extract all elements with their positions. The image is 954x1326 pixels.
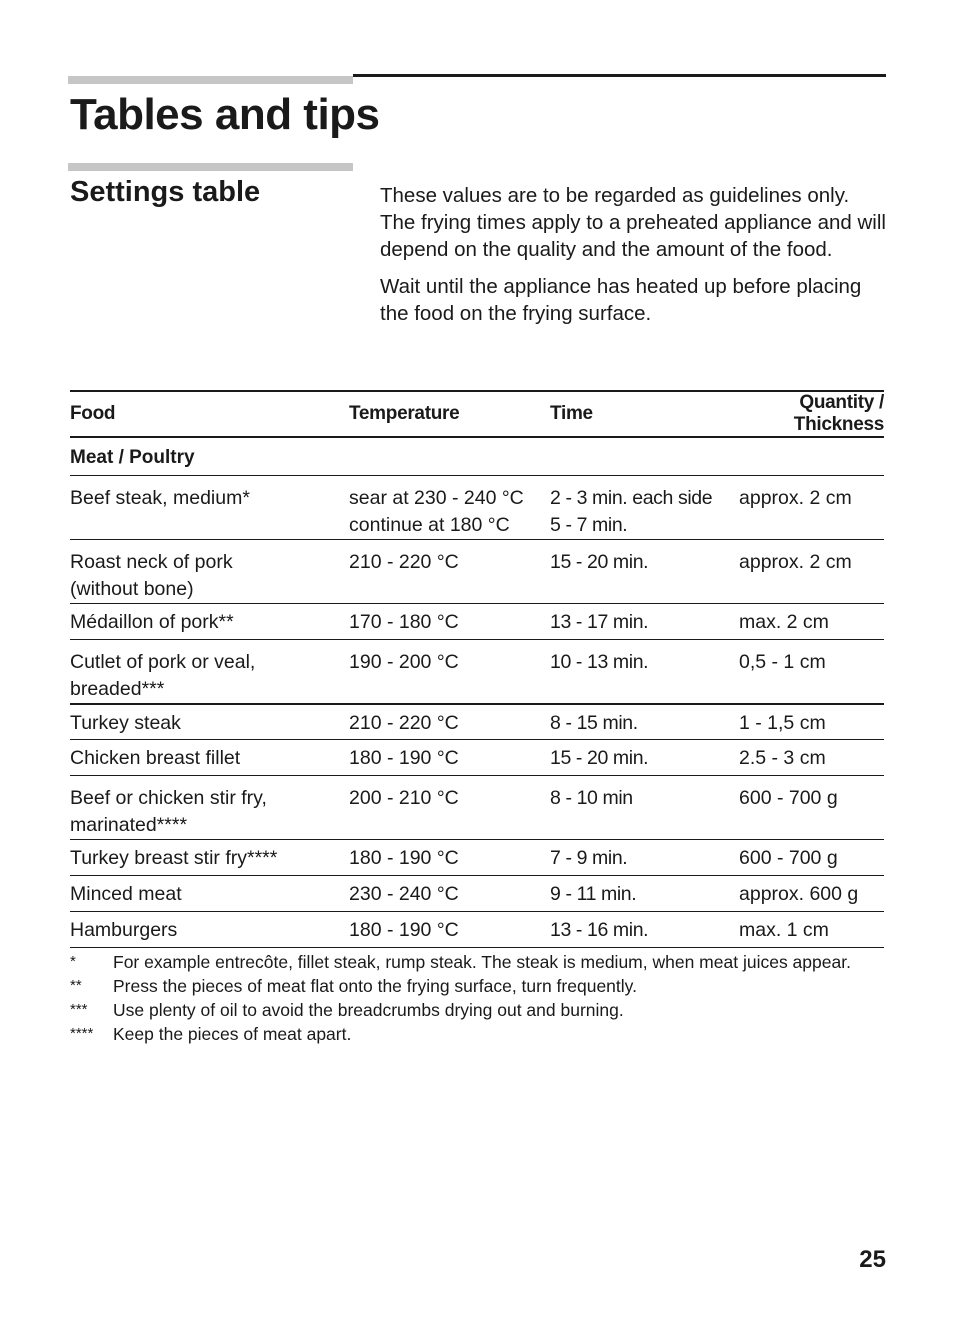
cell-text: 2.5 - 3 cm bbox=[739, 747, 826, 769]
cell-text: 210 - 220 °C bbox=[349, 711, 459, 734]
cell-quantity bbox=[739, 475, 884, 539]
cell-temperature bbox=[349, 603, 550, 639]
cell-temperature bbox=[349, 740, 550, 776]
cell-text: 230 - 240 °C bbox=[349, 883, 459, 905]
column-header-time: Time bbox=[550, 403, 593, 424]
footnote bbox=[70, 998, 870, 1022]
footnote-mark: ** bbox=[70, 977, 82, 994]
cell-text: Turkey steak bbox=[70, 711, 181, 734]
cell-time bbox=[550, 740, 739, 776]
cell-text: 180 - 190 °C bbox=[349, 847, 459, 869]
cell-text: 2 - 3 min. each side bbox=[550, 486, 713, 509]
cell-text: 5 - 7 min. bbox=[550, 513, 628, 536]
cell-text: breaded*** bbox=[70, 677, 165, 700]
cell-text: approx. 600 g bbox=[739, 883, 859, 905]
cell-text: Cutlet of pork or veal, bbox=[70, 650, 256, 673]
intro-paragraph: Wait until the appliance has heated up before placing the food on the frying surface. bbox=[380, 275, 862, 325]
cell-text: 600 - 700 g bbox=[739, 787, 838, 809]
footnote-mark: * bbox=[70, 953, 76, 970]
top-rule bbox=[353, 74, 886, 77]
table-row bbox=[70, 776, 884, 840]
cell-text: Beef or chicken stir fry, bbox=[70, 787, 267, 809]
cell-quantity bbox=[739, 539, 884, 603]
cell-text: continue at 180 °C bbox=[349, 513, 510, 536]
cell-text: sear at 230 - 240 °C bbox=[349, 486, 524, 509]
footnote bbox=[70, 974, 870, 998]
cell-quantity bbox=[739, 603, 884, 639]
cell-text: 15 - 20 min. bbox=[550, 747, 649, 769]
cell-text: 8 - 10 min bbox=[550, 787, 633, 809]
cell-food bbox=[70, 539, 349, 603]
cell-text: 180 - 190 °C bbox=[349, 747, 459, 769]
footnotes bbox=[70, 950, 870, 1046]
footnote-text: Press the pieces of meat flat onto the frying surface, turn frequently. bbox=[113, 976, 637, 996]
cell-food bbox=[70, 912, 349, 948]
cell-quantity bbox=[739, 639, 884, 704]
footnote bbox=[70, 950, 870, 974]
column-header-temperature: Temperature bbox=[349, 403, 460, 424]
cell-text: 9 - 11 min. bbox=[550, 883, 637, 905]
cell-food bbox=[70, 740, 349, 776]
cell-text: 13 - 17 min. bbox=[550, 610, 649, 633]
cell-quantity bbox=[739, 876, 884, 912]
cell-food bbox=[70, 876, 349, 912]
cell-text: Turkey breast stir fry**** bbox=[70, 847, 278, 869]
cell-text: max. 2 cm bbox=[739, 610, 829, 633]
cell-food bbox=[70, 776, 349, 840]
cell-food bbox=[70, 704, 349, 740]
table-row bbox=[70, 475, 884, 539]
cell-time bbox=[550, 876, 739, 912]
cell-food bbox=[70, 639, 349, 704]
cell-time bbox=[550, 639, 739, 704]
table-row bbox=[70, 603, 884, 639]
cell-text: Minced meat bbox=[70, 883, 182, 905]
table-row bbox=[70, 912, 884, 948]
cell-text: approx. 2 cm bbox=[739, 550, 852, 573]
cell-food bbox=[70, 603, 349, 639]
cell-text: 210 - 220 °C bbox=[349, 550, 459, 573]
footnote-text: For example entrecôte, fillet steak, rump steak. The steak is medium, when meat juices appear. bbox=[113, 952, 851, 972]
table-group-row bbox=[70, 437, 884, 475]
settings-table bbox=[70, 390, 884, 948]
cell-food bbox=[70, 840, 349, 876]
cell-text: Hamburgers bbox=[70, 919, 178, 941]
cell-text: Chicken breast fillet bbox=[70, 747, 241, 769]
cell-temperature bbox=[349, 912, 550, 948]
cell-text: 200 - 210 °C bbox=[349, 787, 459, 809]
cell-temperature bbox=[349, 704, 550, 740]
table-row bbox=[70, 740, 884, 776]
table-row bbox=[70, 840, 884, 876]
cell-text: 0,5 - 1 cm bbox=[739, 650, 826, 673]
table-row bbox=[70, 539, 884, 603]
cell-temperature bbox=[349, 639, 550, 704]
cell-quantity bbox=[739, 912, 884, 948]
footnote-mark: *** bbox=[70, 1001, 88, 1018]
cell-time bbox=[550, 603, 739, 639]
cell-text: 170 - 180 °C bbox=[349, 610, 459, 633]
cell-temperature bbox=[349, 539, 550, 603]
cell-quantity bbox=[739, 704, 884, 740]
section-title: Settings table bbox=[70, 176, 261, 208]
cell-time bbox=[550, 475, 739, 539]
cell-text: 190 - 200 °C bbox=[349, 650, 459, 673]
footnote-text: Keep the pieces of meat apart. bbox=[113, 1024, 352, 1044]
table-row bbox=[70, 704, 884, 740]
column-header-quantity: Quantity / Thickness bbox=[793, 392, 884, 435]
intro-paragraph: These values are to be regarded as guidelines only. The frying times apply to a preheated appliance and will depend on the quality and the amount of the food. bbox=[380, 184, 886, 261]
cell-temperature bbox=[349, 776, 550, 840]
cell-quantity bbox=[739, 840, 884, 876]
cell-quantity bbox=[739, 740, 884, 776]
cell-text: Roast neck of pork bbox=[70, 550, 233, 573]
column-header-food: Food bbox=[70, 403, 116, 424]
table-header-row bbox=[70, 391, 884, 437]
footnote-mark: **** bbox=[70, 1025, 94, 1042]
cell-text: Beef steak, medium* bbox=[70, 486, 250, 509]
cell-time bbox=[550, 840, 739, 876]
cell-text: 15 - 20 min. bbox=[550, 550, 649, 573]
cell-time bbox=[550, 912, 739, 948]
cell-text: 7 - 9 min. bbox=[550, 847, 628, 869]
cell-food bbox=[70, 475, 349, 539]
footnote bbox=[70, 1022, 870, 1046]
cell-temperature bbox=[349, 876, 550, 912]
section-accent-bar bbox=[68, 163, 353, 171]
table-row bbox=[70, 639, 884, 704]
cell-temperature bbox=[349, 475, 550, 539]
cell-text: 13 - 16 min. bbox=[550, 919, 649, 941]
cell-time bbox=[550, 704, 739, 740]
page-title: Tables and tips bbox=[70, 90, 380, 139]
cell-text: 600 - 700 g bbox=[739, 847, 838, 869]
cell-text: 180 - 190 °C bbox=[349, 919, 459, 941]
cell-text: 8 - 15 min. bbox=[550, 711, 638, 734]
cell-text: Médaillon of pork** bbox=[70, 610, 234, 633]
page-number: 25 bbox=[859, 1246, 886, 1273]
title-accent-bar bbox=[68, 76, 353, 84]
cell-text: approx. 2 cm bbox=[739, 486, 852, 509]
cell-text: (without bone) bbox=[70, 577, 194, 600]
intro-text bbox=[380, 182, 888, 337]
table-body bbox=[70, 437, 884, 948]
cell-text: 10 - 13 min. bbox=[550, 650, 649, 673]
footnote-text: Use plenty of oil to avoid the breadcrumbs drying out and burning. bbox=[113, 1000, 624, 1020]
cell-time bbox=[550, 776, 739, 840]
cell-text: marinated**** bbox=[70, 814, 188, 836]
group-label: Meat / Poultry bbox=[70, 447, 195, 469]
cell-quantity bbox=[739, 776, 884, 840]
cell-temperature bbox=[349, 840, 550, 876]
cell-time bbox=[550, 539, 739, 603]
cell-text: max. 1 cm bbox=[739, 919, 829, 941]
table-row bbox=[70, 876, 884, 912]
cell-text: 1 - 1,5 cm bbox=[739, 711, 826, 734]
